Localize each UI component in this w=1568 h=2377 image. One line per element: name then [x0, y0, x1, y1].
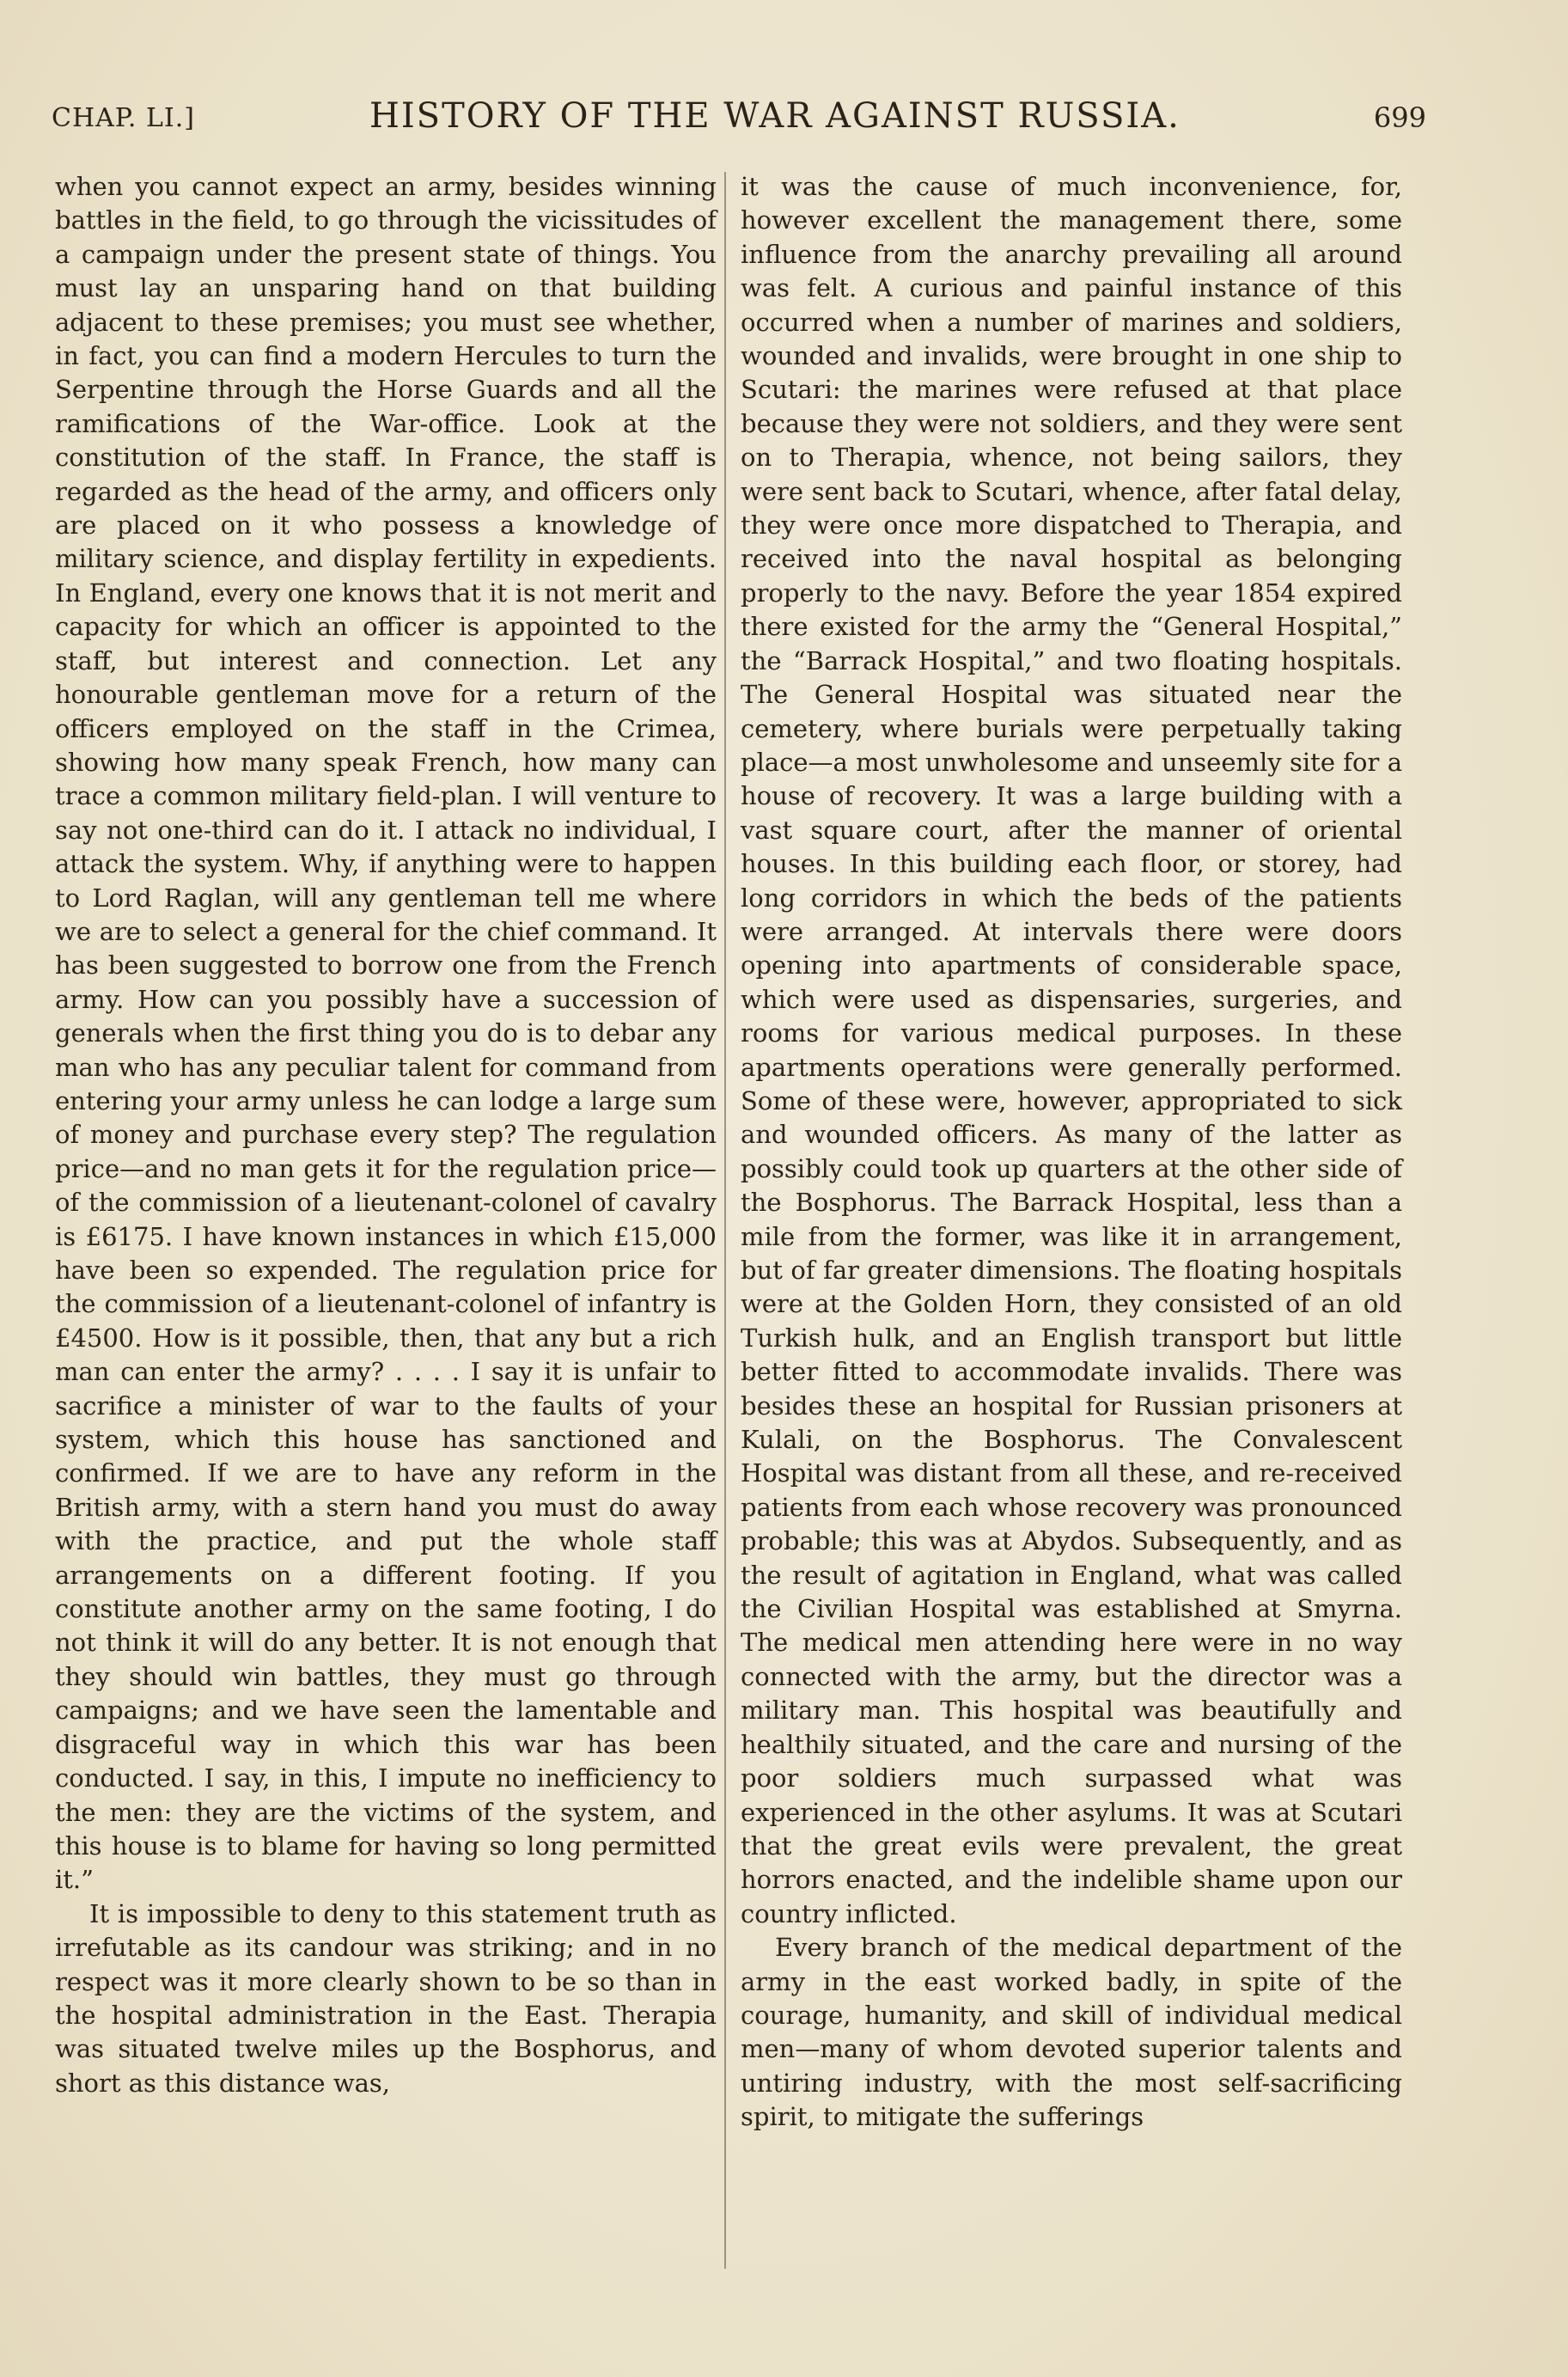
- left-paragraph-1: when you cannot expect an army, besides winning battles in the field, to go through the vicissitudes of a campaign under the present state of things. You must lay an unsparing hand on that building adjacent to these premises; you must see whether, in fact, you can find a modern Hercules to turn the Serpentine through the Horse Guards and all the ramifications of the War-office. Look at the constitution of the staff. In France, the staff is regarded as the head of the army, and officers only are placed on it who possess a knowledge of military science, and display fertility in expedients. In England, every one knows that it is not merit and capacity for which an officer is appointed to the staff, but interest and connection. Let any honourable gentleman move for a return of the officers employed on the staff in the Crimea, showing how many speak French, how many can trace a common military field-plan. I will venture to say not one-third can do it. I attack no individual, I attack the system. Why, if anything were to happen to Lord Raglan, will any gentleman tell me where we are to select a general for the chief command. It has been suggested to borrow one from the French army. How can you possibly have a succession of generals when the first thing you do is to debar any man who has any peculiar talent for command from entering your army unless he can lodge a large sum of money and purchase every step? The regulation price—and no man gets it for the regulation price—of the commission of a lieutenant-colonel of cavalry is £6175. I have known instances in which £15,000 have been so expended. The regulation price for the commission of a lieutenant-colonel of infantry is £4500. How is it possible, then, that any but a rich man can enter the army? . . . . I say it is unfair to sacrifice a minister of war to the faults of your system, which this house has sanctioned and confirmed. If we are to have any reform in the British army, with a stern hand you must do away with the practice, and put the whole staff arrangements on a different footing. If you constitute another army on the same footing, I do not think it will do any better. It is not enough that they should win battles, they must go through campaigns; and we have seen the lamentable and disgraceful way in which this war has been conducted. I say, in this, I impute no inefficiency to the men: they are the victims of the system, and this house is to blame for having so long permitted it.”: [55, 172, 717, 1895]
- running-title: HISTORY OF THE WAR AGAINST RUSSIA.: [369, 96, 1181, 136]
- right-paragraph-1: it was the cause of much inconvenience, for, however excellent the management there, some influence from the anarchy prevailing all around was felt. A curious and painful instance of this occurred when a number of marines and soldiers, wounded and invalids, were brought in one ship to Scutari: the marines were refused at that place because they were not soldiers, and they were sent on to Therapia, whence, not being sailors, they were sent back to Scutari, whence, after fatal delay, they were once more dispatched to Therapia, and received into the naval hospital as belonging properly to the navy. Before the year 1854 expired there existed for the army the “General Hospital,” the “Barrack Hospital,” and two floating hospitals. The General Hospital was situated near the cemetery, where burials were perpetually taking place—a most unwholesome and unseemly site for a house of recovery. It was a large building with a vast square court, after the manner of oriental houses. In this building each floor, or storey, had long corridors in which the beds of the patients were arranged. At intervals there were doors opening into apartments of considerable space, which were used as dispensaries, surgeries, and rooms for various medical purposes. In these apartments operations were generally performed. Some of these were, however, appropriated to sick and wounded officers. As many of the latter as possibly could took up quarters at the other side of the Bosphorus. The Barrack Hospital, less than a mile from the former, was like it in arrangement, but of far greater dimensions. The floating hospitals were at the Golden Horn, they consisted of an old Turkish hulk, and an English transport but little better fitted to accommodate invalids. There was besides these an hospital for Russian prisoners at Kulali, on the Bosphorus. The Convalescent Hospital was distant from all these, and re-received patients from each whose recovery was pronounced probable; this was at Abydos. Subsequently, and as the result of agitation in England, what was called the Civilian Hospital was established at Smyrna. The medical men attending here were in no way connected with the army, but the director was a military man. This hospital was beautifully and healthily situated, and the care and nursing of the poor soldiers much surpassed what was experienced in the other asylums. It was at Scutari that the great evils were prevalent, the great horrors enacted, and the indelible shame upon our country inflicted.: [741, 172, 1402, 1928]
- right-column: [741, 170, 1402, 2135]
- left-column: [55, 170, 717, 2100]
- column-divider: [724, 172, 726, 2269]
- left-paragraph-2: It is impossible to deny to this statement truth as irrefutable as its candour was striking; and in no respect was it more clearly shown to be so than in the hospital administration in the East. Therapia was situated twelve miles up the Bosphorus, and short as this distance was,: [55, 1898, 717, 2098]
- running-head: [52, 95, 1426, 146]
- right-paragraph-2: Every branch of the medical department of the army in the east worked badly, in spite of the courage, humanity, and skill of individual medical men—many of whom devoted superior talents and untiring industry, with the most self-sacrificing spirit, to mitigate the sufferings: [741, 1933, 1402, 2132]
- page-number: 699: [1373, 101, 1426, 134]
- chapter-label: CHAP. LI.]: [52, 103, 195, 133]
